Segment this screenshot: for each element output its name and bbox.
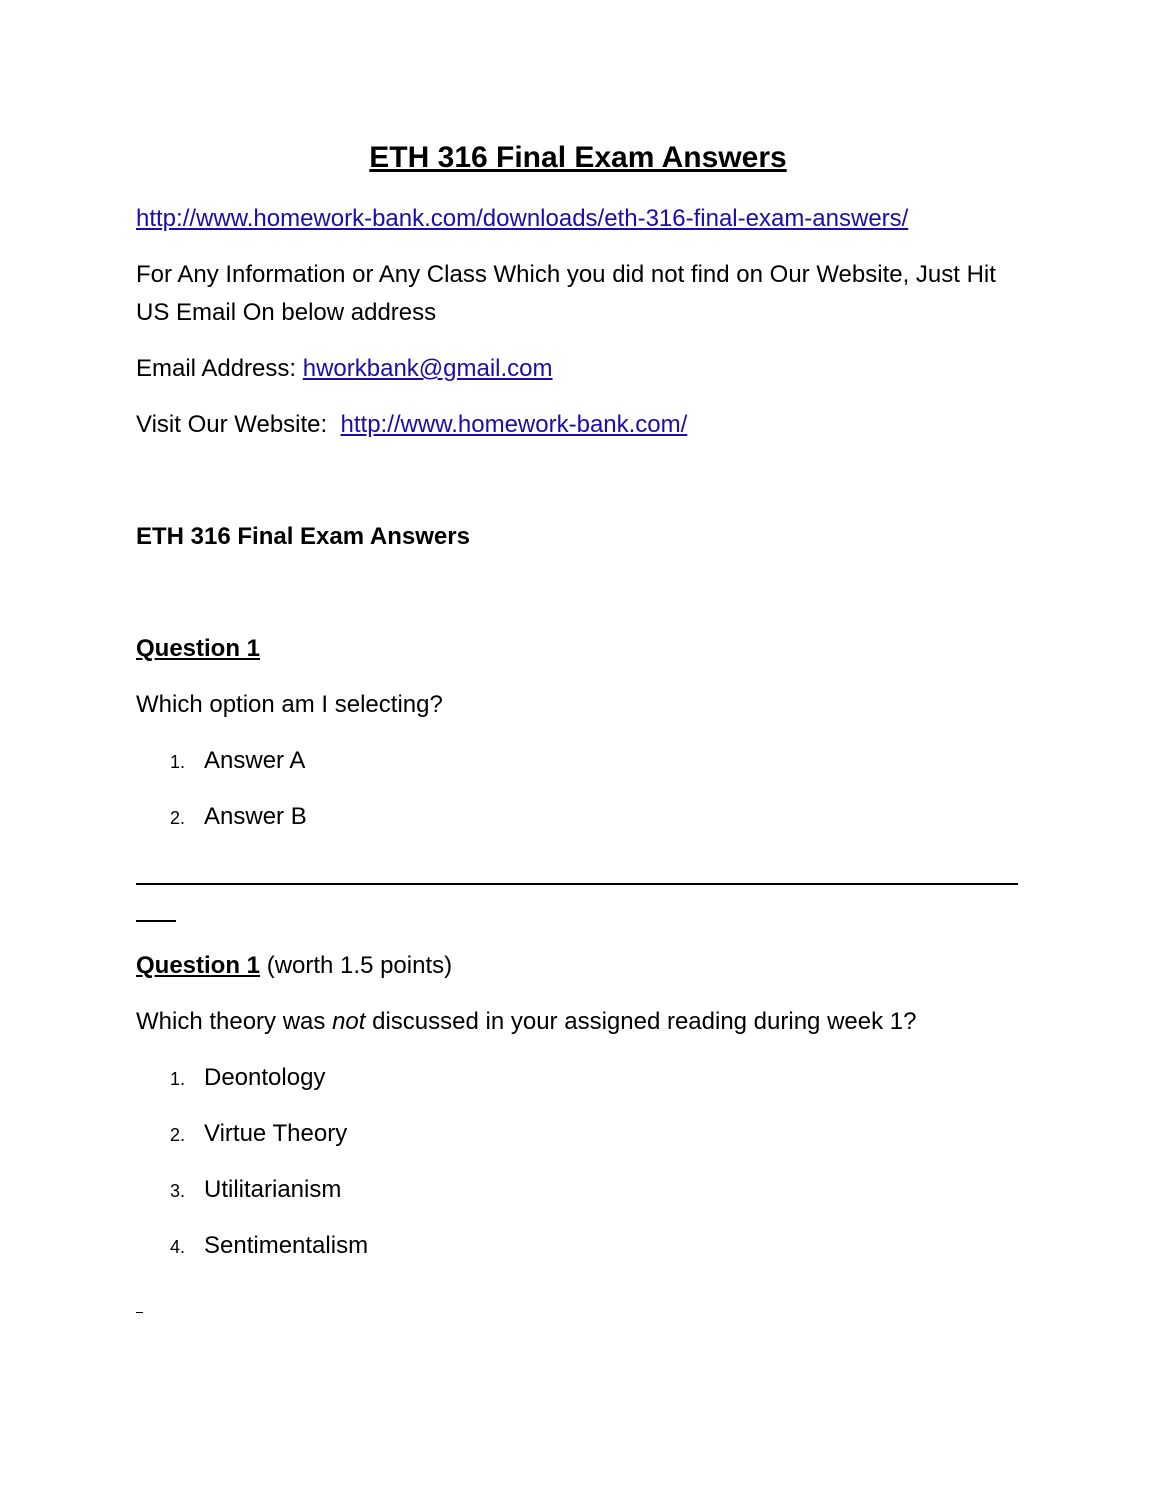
source-link[interactable]: http://www.homework-bank.com/downloads/eth-316-final-exam-answers/	[136, 205, 909, 232]
website-label: Visit Our Website:	[136, 411, 341, 438]
email-line	[136, 357, 553, 381]
question-2-heading: Question 1	[136, 952, 261, 979]
email-link[interactable]: hworkbank@gmail.com	[302, 355, 553, 382]
question-2-worth: (worth 1.5 points)	[260, 952, 453, 979]
question-2-text	[136, 1010, 916, 1034]
q1-option-2	[170, 803, 307, 830]
q2-option-2-text: Virtue Theory	[204, 1120, 348, 1147]
question-1-heading: Question 1	[136, 635, 261, 662]
trailing-dash	[136, 1312, 143, 1313]
q2-option-3	[170, 1176, 342, 1203]
info-text-line-1: For Any Information or Any Class Which you did not find on Our Website, Just Hit	[136, 261, 996, 288]
website-link[interactable]: http://www.homework-bank.com/	[340, 411, 688, 438]
email-label: Email Address:	[136, 355, 303, 382]
q2-option-4	[170, 1232, 369, 1259]
q2-option-1-number: 1.	[170, 1069, 186, 1089]
question-2-text-emphasis: not	[332, 1008, 366, 1035]
q2-option-1	[170, 1064, 326, 1091]
q1-option-1	[170, 747, 306, 774]
q2-option-2	[170, 1120, 348, 1147]
document-title: ETH 316 Final Exam Answers	[369, 141, 787, 174]
question-2-heading-line	[136, 954, 452, 978]
question-2-text-after: discussed in your assigned reading during week 1?	[365, 1008, 917, 1035]
q2-option-2-number: 2.	[170, 1125, 186, 1145]
q1-option-2-text: Answer B	[204, 803, 307, 830]
separator-line-tail	[136, 920, 176, 922]
q1-option-1-text: Answer A	[204, 747, 306, 774]
q2-option-4-text: Sentimentalism	[204, 1232, 369, 1259]
q2-option-1-text: Deontology	[204, 1064, 326, 1091]
question-2-text-before: Which theory was	[136, 1008, 333, 1035]
section-heading: ETH 316 Final Exam Answers	[136, 523, 470, 550]
info-text-line-2: US Email On below address	[136, 299, 437, 326]
q1-option-1-number: 1.	[170, 752, 186, 772]
q2-option-3-text: Utilitarianism	[204, 1176, 342, 1203]
q1-option-2-number: 2.	[170, 808, 186, 828]
website-line	[136, 413, 687, 437]
q2-option-3-number: 3.	[170, 1181, 186, 1201]
q2-option-4-number: 4.	[170, 1237, 186, 1257]
question-1-text: Which option am I selecting?	[136, 691, 443, 718]
separator-line	[136, 883, 1018, 885]
